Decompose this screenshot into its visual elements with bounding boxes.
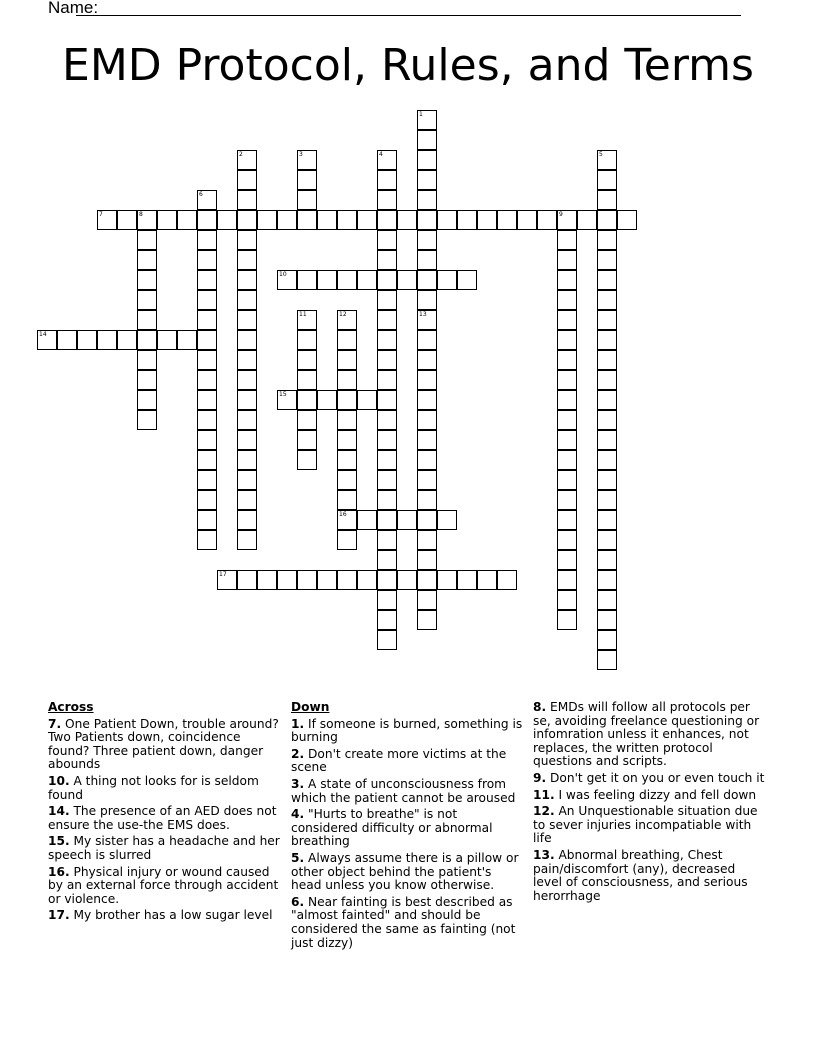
- grid-cell[interactable]: [597, 250, 617, 270]
- grid-cell[interactable]: [417, 110, 437, 130]
- grid-cell[interactable]: [417, 390, 437, 410]
- grid-cell[interactable]: [557, 210, 577, 230]
- grid-cell[interactable]: [237, 230, 257, 250]
- grid-cell[interactable]: [357, 510, 377, 530]
- grid-cell[interactable]: [357, 210, 377, 230]
- grid-cell[interactable]: [597, 170, 617, 190]
- grid-cell[interactable]: [457, 270, 477, 290]
- grid-cell[interactable]: [597, 470, 617, 490]
- grid-cell[interactable]: [557, 530, 577, 550]
- grid-cell[interactable]: [197, 290, 217, 310]
- grid-cell[interactable]: [277, 570, 297, 590]
- grid-cell[interactable]: [337, 270, 357, 290]
- grid-cell[interactable]: [557, 250, 577, 270]
- grid-cell[interactable]: [417, 450, 437, 470]
- grid-cell[interactable]: [557, 390, 577, 410]
- grid-cell[interactable]: [417, 250, 437, 270]
- grid-cell[interactable]: [297, 370, 317, 390]
- clue-text: Don't create more victims at the scene: [291, 746, 507, 775]
- grid-cell[interactable]: [377, 490, 397, 510]
- grid-cell[interactable]: [317, 390, 337, 410]
- grid-cell[interactable]: [237, 570, 257, 590]
- grid-cell[interactable]: [277, 390, 297, 410]
- grid-cell[interactable]: [417, 230, 437, 250]
- grid-cell[interactable]: [137, 250, 157, 270]
- grid-cell[interactable]: [457, 570, 477, 590]
- grid-cell[interactable]: [597, 530, 617, 550]
- down-clues: [291, 701, 523, 953]
- grid-cell[interactable]: [377, 570, 397, 590]
- clue-text: Don't get it on you or even touch it: [546, 770, 765, 785]
- grid-cell[interactable]: [297, 270, 317, 290]
- grid-cell[interactable]: [417, 310, 437, 330]
- grid-cell[interactable]: [557, 270, 577, 290]
- grid-cell[interactable]: [377, 190, 397, 210]
- grid-cell[interactable]: [417, 350, 437, 370]
- clue-number-label: 2.: [291, 746, 305, 761]
- grid-cell[interactable]: [337, 330, 357, 350]
- clue-item: [291, 852, 523, 893]
- clue-number-label: 4.: [291, 807, 305, 822]
- grid-cell[interactable]: [237, 370, 257, 390]
- grid-cell[interactable]: [597, 490, 617, 510]
- grid-cell[interactable]: [377, 550, 397, 570]
- grid-cell[interactable]: [217, 210, 237, 230]
- grid-cell[interactable]: [597, 270, 617, 290]
- grid-cell[interactable]: [297, 410, 317, 430]
- grid-cell[interactable]: [197, 510, 217, 530]
- clue-number-label: 1.: [291, 716, 305, 731]
- grid-cell[interactable]: [297, 150, 317, 170]
- grid-cell[interactable]: [257, 210, 277, 230]
- grid-cell[interactable]: [197, 370, 217, 390]
- grid-cell[interactable]: [377, 310, 397, 330]
- grid-cell[interactable]: [77, 330, 97, 350]
- grid-cell[interactable]: [377, 470, 397, 490]
- grid-cell[interactable]: [597, 450, 617, 470]
- grid-cell[interactable]: [597, 150, 617, 170]
- grid-cell[interactable]: [417, 150, 437, 170]
- grid-cell[interactable]: [417, 330, 437, 350]
- page-title: EMD Protocol, Rules, and Terms: [62, 40, 754, 91]
- grid-cell[interactable]: [297, 430, 317, 450]
- grid-cell[interactable]: [377, 530, 397, 550]
- grid-cell[interactable]: [317, 210, 337, 230]
- down-heading: Down: [291, 700, 330, 714]
- grid-cell[interactable]: [417, 210, 437, 230]
- clue-number-label: 7.: [48, 716, 62, 731]
- grid-cell[interactable]: [337, 530, 357, 550]
- grid-cell[interactable]: [417, 170, 437, 190]
- grid-cell[interactable]: [237, 210, 257, 230]
- grid-cell[interactable]: [117, 210, 137, 230]
- grid-cell[interactable]: [597, 230, 617, 250]
- grid-cell[interactable]: [337, 310, 357, 330]
- grid-cell[interactable]: [157, 330, 177, 350]
- grid-cell[interactable]: [337, 510, 357, 530]
- grid-cell[interactable]: [317, 570, 337, 590]
- grid-cell[interactable]: [377, 610, 397, 630]
- grid-cell[interactable]: [297, 190, 317, 210]
- grid-cell[interactable]: [517, 210, 537, 230]
- clue-text: Always assume there is a pillow or other object behind the patient's head unless you know otherwise.: [291, 850, 519, 893]
- grid-cell[interactable]: [117, 330, 137, 350]
- clue-number-label: 5.: [291, 850, 305, 865]
- grid-cell[interactable]: [417, 590, 437, 610]
- grid-cell[interactable]: [557, 550, 577, 570]
- clue-number-label: 9.: [533, 770, 547, 785]
- grid-cell[interactable]: [237, 530, 257, 550]
- grid-cell[interactable]: [597, 190, 617, 210]
- grid-cell[interactable]: [197, 270, 217, 290]
- grid-cell[interactable]: [297, 210, 317, 230]
- grid-cell[interactable]: [137, 350, 157, 370]
- grid-cell[interactable]: [197, 470, 217, 490]
- grid-cell[interactable]: [237, 490, 257, 510]
- clue-number-label: 14.: [48, 804, 70, 819]
- clue-item: [533, 701, 765, 769]
- grid-cell[interactable]: [197, 390, 217, 410]
- grid-cell[interactable]: [297, 330, 317, 350]
- grid-cell[interactable]: [137, 370, 157, 390]
- clue-number: 10: [279, 271, 287, 278]
- grid-cell[interactable]: [237, 150, 257, 170]
- grid-cell[interactable]: [377, 150, 397, 170]
- grid-cell[interactable]: [377, 350, 397, 370]
- clue-number: 9: [559, 211, 563, 218]
- grid-cell[interactable]: [137, 410, 157, 430]
- grid-cell[interactable]: [237, 310, 257, 330]
- grid-cell[interactable]: [557, 290, 577, 310]
- grid-cell[interactable]: [377, 270, 397, 290]
- grid-cell[interactable]: [597, 390, 617, 410]
- clue-number: 17: [219, 571, 227, 578]
- grid-cell[interactable]: [337, 570, 357, 590]
- clue-number: 1: [419, 111, 423, 118]
- grid-cell[interactable]: [457, 210, 477, 230]
- grid-cell[interactable]: [437, 510, 457, 530]
- clue-item: [291, 808, 523, 849]
- grid-cell[interactable]: [417, 370, 437, 390]
- grid-cell[interactable]: [597, 370, 617, 390]
- grid-cell[interactable]: [417, 270, 437, 290]
- grid-cell[interactable]: [377, 450, 397, 470]
- grid-cell[interactable]: [417, 290, 437, 310]
- clue-number: 11: [299, 311, 307, 318]
- grid-cell[interactable]: [377, 330, 397, 350]
- clue-number: 8: [139, 211, 143, 218]
- grid-cell[interactable]: [377, 210, 397, 230]
- grid-cell[interactable]: [397, 210, 417, 230]
- clue-number-label: 3.: [291, 776, 305, 791]
- grid-cell[interactable]: [377, 230, 397, 250]
- grid-cell[interactable]: [237, 470, 257, 490]
- clue-number: 5: [599, 151, 603, 158]
- grid-cell[interactable]: [197, 450, 217, 470]
- grid-cell[interactable]: [337, 410, 357, 430]
- grid-cell[interactable]: [237, 330, 257, 350]
- clue-number: 7: [99, 211, 103, 218]
- grid-cell[interactable]: [557, 370, 577, 390]
- grid-cell[interactable]: [497, 210, 517, 230]
- grid-cell[interactable]: [417, 470, 437, 490]
- grid-cell[interactable]: [597, 510, 617, 530]
- grid-cell[interactable]: [157, 210, 177, 230]
- grid-cell[interactable]: [377, 390, 397, 410]
- grid-cell[interactable]: [557, 490, 577, 510]
- clue-text: A state of unconsciousness from which the patient cannot be aroused: [291, 776, 516, 805]
- grid-cell[interactable]: [597, 630, 617, 650]
- grid-cell[interactable]: [417, 610, 437, 630]
- grid-cell[interactable]: [597, 210, 617, 230]
- grid-cell[interactable]: [277, 270, 297, 290]
- grid-cell[interactable]: [337, 390, 357, 410]
- clue-number-label: 13.: [533, 847, 555, 862]
- grid-cell[interactable]: [377, 410, 397, 430]
- clue-item: [291, 778, 523, 805]
- grid-cell[interactable]: [197, 190, 217, 210]
- grid-cell[interactable]: [377, 370, 397, 390]
- grid-cell[interactable]: [597, 590, 617, 610]
- grid-cell[interactable]: [237, 410, 257, 430]
- grid-cell[interactable]: [277, 210, 297, 230]
- grid-cell[interactable]: [177, 330, 197, 350]
- clue-number-label: 8.: [533, 700, 547, 714]
- grid-cell[interactable]: [417, 130, 437, 150]
- grid-cell[interactable]: [597, 610, 617, 630]
- clue-text: One Patient Down, trouble around? Two Patients down, coincidence found? Three patient down, danger abounds: [48, 716, 279, 772]
- clue-text: My sister has a headache and her speech is slurred: [48, 834, 280, 862]
- grid-cell[interactable]: [357, 570, 377, 590]
- grid-cell[interactable]: [337, 470, 357, 490]
- clue-number-label: 6.: [291, 894, 305, 909]
- grid-cell[interactable]: [337, 350, 357, 370]
- clue-number: 16: [339, 511, 347, 518]
- clue-text: Near fainting is best described as "almost fainted" and should be considered the same as fainting (not just dizzy): [291, 894, 516, 950]
- clue-item: [533, 805, 765, 846]
- grid-cell[interactable]: [337, 430, 357, 450]
- name-label: Name:: [48, 0, 99, 17]
- grid-cell[interactable]: [577, 210, 597, 230]
- clue-text: Abnormal breathing, Chest pain/discomfort (any), decreased level of consciousness, and serious herorrhage: [533, 847, 748, 903]
- clue-text: The presence of an AED does not ensure the use-the EMS does.: [48, 804, 277, 832]
- clue-text: Physical injury or wound caused by an external force through accident or violence.: [48, 864, 279, 906]
- grid-cell[interactable]: [377, 250, 397, 270]
- grid-cell[interactable]: [357, 270, 377, 290]
- grid-cell[interactable]: [177, 210, 197, 230]
- clue-number-label: 16.: [48, 864, 70, 879]
- grid-cell[interactable]: [137, 310, 157, 330]
- grid-cell[interactable]: [137, 290, 157, 310]
- clue-number: 2: [239, 151, 243, 158]
- grid-cell[interactable]: [397, 510, 417, 530]
- grid-cell[interactable]: [557, 590, 577, 610]
- grid-cell[interactable]: [557, 310, 577, 330]
- grid-cell[interactable]: [557, 230, 577, 250]
- grid-cell[interactable]: [557, 610, 577, 630]
- across-clues: [48, 701, 280, 926]
- grid-cell[interactable]: [297, 570, 317, 590]
- grid-cell[interactable]: [477, 570, 497, 590]
- clue-number-label: 12.: [533, 804, 555, 819]
- grid-cell[interactable]: [197, 350, 217, 370]
- grid-cell[interactable]: [437, 270, 457, 290]
- grid-cell[interactable]: [557, 430, 577, 450]
- grid-cell[interactable]: [417, 490, 437, 510]
- clue-item: [533, 849, 765, 903]
- grid-cell[interactable]: [197, 330, 217, 350]
- grid-cell[interactable]: [377, 510, 397, 530]
- grid-cell[interactable]: [237, 390, 257, 410]
- clue-number: 14: [39, 331, 47, 338]
- grid-cell[interactable]: [377, 590, 397, 610]
- grid-cell[interactable]: [137, 270, 157, 290]
- grid-cell[interactable]: [297, 170, 317, 190]
- grid-cell[interactable]: [417, 550, 437, 570]
- grid-cell[interactable]: [397, 570, 417, 590]
- grid-cell[interactable]: [197, 310, 217, 330]
- grid-cell[interactable]: [237, 450, 257, 470]
- grid-cell[interactable]: [97, 330, 117, 350]
- grid-cell[interactable]: [237, 250, 257, 270]
- grid-cell[interactable]: [237, 270, 257, 290]
- grid-cell[interactable]: [237, 510, 257, 530]
- grid-cell[interactable]: [137, 390, 157, 410]
- clue-number: 15: [279, 391, 287, 398]
- grid-cell[interactable]: [197, 430, 217, 450]
- grid-cell[interactable]: [397, 270, 417, 290]
- grid-cell[interactable]: [337, 450, 357, 470]
- down-clues-continued: [533, 701, 765, 906]
- grid-cell[interactable]: [237, 430, 257, 450]
- grid-cell[interactable]: [597, 650, 617, 670]
- grid-cell[interactable]: [597, 410, 617, 430]
- grid-cell[interactable]: [557, 510, 577, 530]
- grid-cell[interactable]: [617, 210, 637, 230]
- clue-number: 6: [199, 191, 203, 198]
- clue-item: [48, 909, 280, 923]
- clue-number-label: 11.: [533, 787, 555, 802]
- clue-number-label: 10.: [48, 773, 70, 788]
- clue-text: If someone is burned, something is burning: [291, 716, 523, 745]
- grid-cell[interactable]: [197, 230, 217, 250]
- clue-number: 3: [299, 151, 303, 158]
- clue-number: 12: [339, 311, 347, 318]
- grid-cell[interactable]: [197, 530, 217, 550]
- grid-cell[interactable]: [477, 210, 497, 230]
- grid-cell[interactable]: [377, 630, 397, 650]
- grid-cell[interactable]: [537, 210, 557, 230]
- clue-number-label: 17.: [48, 908, 70, 923]
- grid-cell[interactable]: [297, 350, 317, 370]
- grid-cell[interactable]: [197, 250, 217, 270]
- clue-text: I was feeling dizzy and fell down: [554, 787, 757, 802]
- grid-cell[interactable]: [557, 570, 577, 590]
- grid-cell[interactable]: [417, 410, 437, 430]
- grid-cell[interactable]: [297, 390, 317, 410]
- grid-cell[interactable]: [197, 410, 217, 430]
- grid-cell[interactable]: [557, 330, 577, 350]
- grid-cell[interactable]: [317, 270, 337, 290]
- clue-item: [533, 789, 765, 803]
- clue-item: [533, 772, 765, 786]
- grid-cell[interactable]: [377, 170, 397, 190]
- grid-cell[interactable]: [357, 390, 377, 410]
- clue-number-label: 15.: [48, 834, 70, 849]
- clue-text: EMDs will follow all protocols per se, avoiding freelance questioning or infomration unless it enhances, not replaces, the written protocol questions and scripts.: [533, 700, 760, 769]
- grid-cell[interactable]: [197, 210, 217, 230]
- grid-cell[interactable]: [257, 570, 277, 590]
- clue-item: [48, 718, 280, 772]
- grid-cell[interactable]: [597, 350, 617, 370]
- clue-text: My brother has a low sugar level: [69, 908, 273, 923]
- grid-cell[interactable]: [557, 410, 577, 430]
- clue-item: [48, 805, 280, 832]
- clue-text: "Hurts to breathe" is not considered difficulty or abnormal breathing: [291, 807, 493, 849]
- grid-cell[interactable]: [37, 330, 57, 350]
- grid-cell[interactable]: [437, 210, 457, 230]
- clue-item: [291, 896, 523, 950]
- clue-text: An Unquestionable situation due to sever injuries incompatiable with life: [533, 804, 758, 846]
- clue-number: 13: [419, 311, 427, 318]
- across-heading: Across: [48, 700, 94, 714]
- grid-cell[interactable]: [237, 190, 257, 210]
- grid-cell[interactable]: [137, 210, 157, 230]
- grid-cell[interactable]: [557, 470, 577, 490]
- grid-cell[interactable]: [597, 570, 617, 590]
- grid-cell[interactable]: [497, 570, 517, 590]
- clue-text: A thing not looks for is seldom found: [48, 773, 259, 802]
- grid-cell[interactable]: [137, 330, 157, 350]
- grid-cell[interactable]: [337, 370, 357, 390]
- grid-cell[interactable]: [337, 490, 357, 510]
- clue-item: [48, 866, 280, 907]
- clue-number: 4: [379, 151, 383, 158]
- grid-cell[interactable]: [557, 350, 577, 370]
- grid-cell[interactable]: [237, 350, 257, 370]
- grid-cell[interactable]: [377, 430, 397, 450]
- grid-cell[interactable]: [597, 310, 617, 330]
- grid-cell[interactable]: [597, 550, 617, 570]
- grid-cell[interactable]: [417, 570, 437, 590]
- grid-cell[interactable]: [297, 310, 317, 330]
- grid-cell[interactable]: [237, 290, 257, 310]
- clue-item: [291, 748, 523, 775]
- clue-item: [48, 775, 280, 802]
- clue-item: [48, 835, 280, 862]
- grid-cell[interactable]: [597, 330, 617, 350]
- grid-cell[interactable]: [417, 190, 437, 210]
- grid-cell[interactable]: [297, 450, 317, 470]
- clue-item: [291, 718, 523, 745]
- grid-cell[interactable]: [417, 530, 437, 550]
- grid-cell[interactable]: [137, 230, 157, 250]
- grid-cell[interactable]: [557, 450, 577, 470]
- grid-cell[interactable]: [417, 510, 437, 530]
- grid-cell[interactable]: [597, 290, 617, 310]
- grid-cell[interactable]: [437, 570, 457, 590]
- grid-cell[interactable]: [377, 290, 397, 310]
- grid-cell[interactable]: [237, 170, 257, 190]
- grid-cell[interactable]: [337, 210, 357, 230]
- grid-cell[interactable]: [197, 490, 217, 510]
- grid-cell[interactable]: [597, 430, 617, 450]
- grid-cell[interactable]: [217, 570, 237, 590]
- grid-cell[interactable]: [57, 330, 77, 350]
- grid-cell[interactable]: [97, 210, 117, 230]
- grid-cell[interactable]: [417, 430, 437, 450]
